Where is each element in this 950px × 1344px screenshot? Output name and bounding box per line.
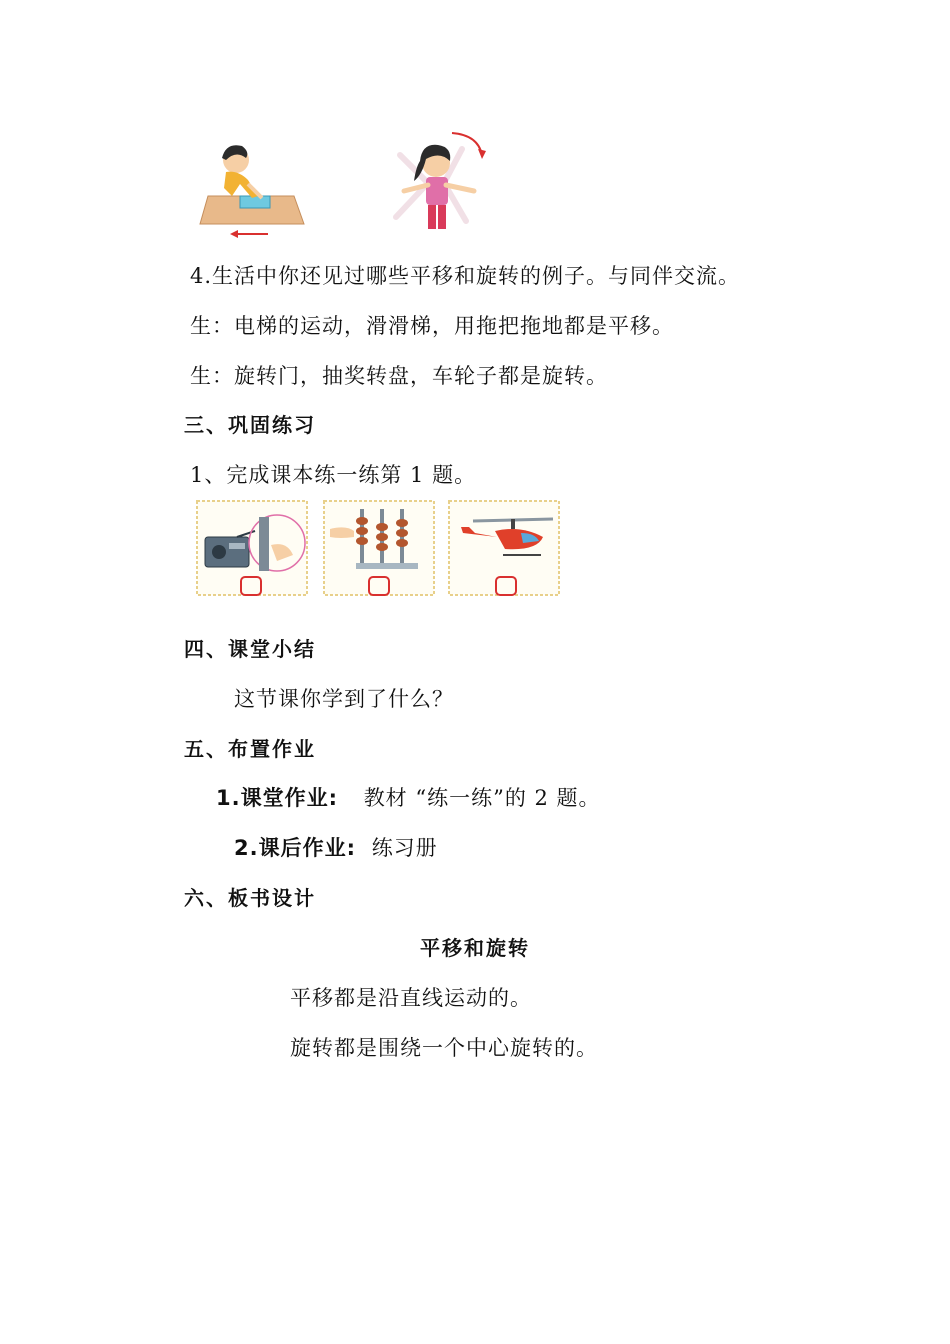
answer-2: 生：旋转门，抽奖转盘，车轮子都是旋转。 <box>190 364 608 388</box>
section-3-item-1: 1、完成课本练一练第 1 题。 <box>190 463 477 487</box>
section-4-title: 四、课堂小结 <box>184 637 316 661</box>
section-3-title: 三、巩固练习 <box>184 413 316 437</box>
homework-2 <box>234 834 438 862</box>
helicopter-icon <box>445 497 563 599</box>
homework-2-label: 2.课后作业: <box>234 836 356 860</box>
board-title: 平移和旋转 <box>420 936 530 960</box>
section-5-title: 五、布置作业 <box>184 737 316 761</box>
girl-rotating-arms-icon <box>378 125 494 241</box>
section-6-title: 六、板书设计 <box>184 886 316 910</box>
question-4: 4.生活中你还见过哪些平移和旋转的例子。与同伴交流。 <box>190 264 741 288</box>
section-4-question: 这节课你学到了什么？ <box>234 687 454 711</box>
boy-pushing-book-icon <box>196 138 308 242</box>
board-line-1: 平移都是沿直线运动的。 <box>290 986 532 1010</box>
board-line-2: 旋转都是围绕一个中心旋转的。 <box>290 1036 598 1060</box>
answer-1: 生：电梯的运动，滑滑梯，用拖把拖地都是平移。 <box>190 314 674 338</box>
abacus-icon <box>320 497 438 599</box>
homework-1 <box>216 784 601 812</box>
radio-icon <box>193 497 311 599</box>
homework-1-label: 1.课堂作业: <box>216 786 338 810</box>
homework-1-text: 教材 “练一练”的 2 题。 <box>363 786 601 810</box>
homework-2-text: 练习册 <box>371 836 438 860</box>
